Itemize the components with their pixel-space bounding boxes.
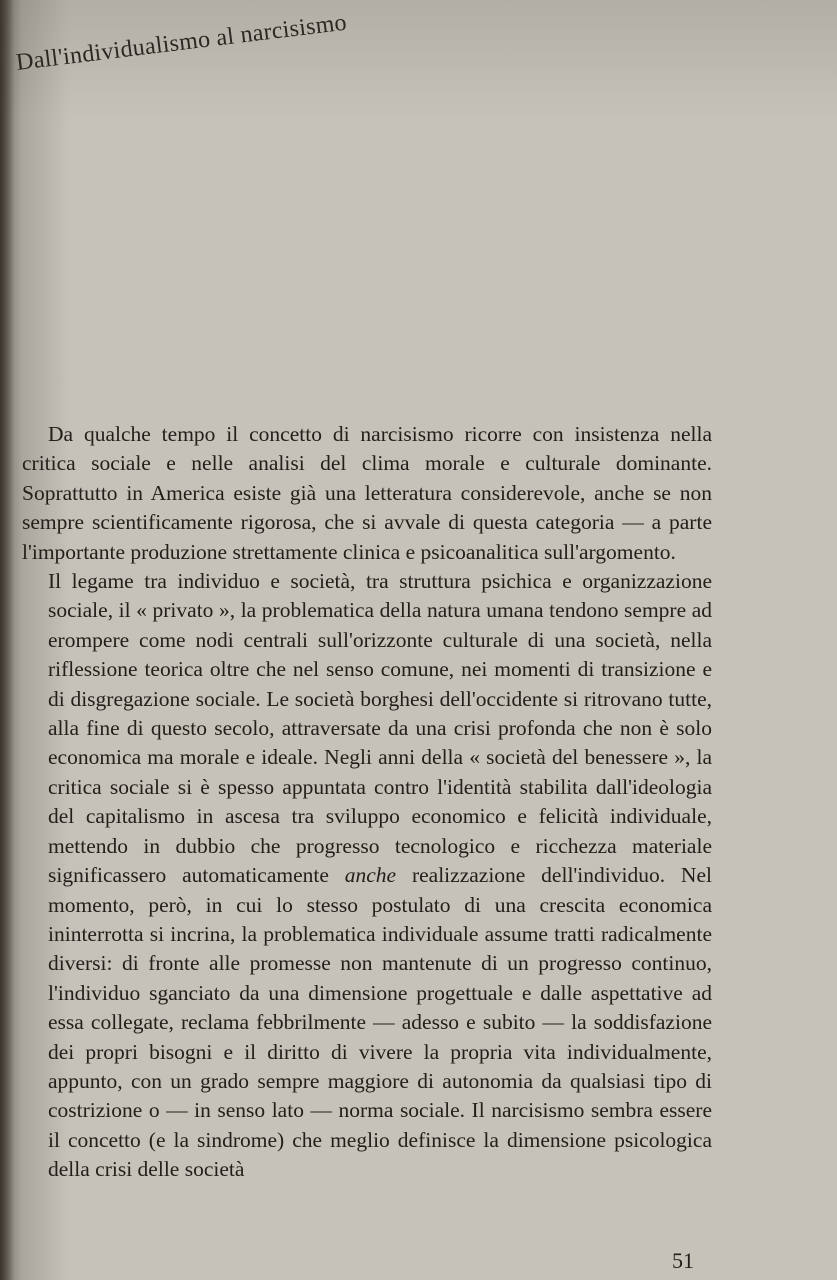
page-number: 51 — [672, 1248, 694, 1273]
paragraph-1: Da qualche tempo il concetto di narcisismo ricorre con insistenza nella critica sociale e nelle analisi del clima morale e culturale dominante. Soprattutto in America esiste già una letteratura considerevole, anche se non sempre scientificamente rigorosa, che si avvale di questa categoria — a parte l'importante produzione strettamente clinica e psicoanalitica sull'argomento. — [22, 422, 712, 564]
body-text — [22, 420, 712, 1185]
paragraph-2-text-b: realizzazione dell'individuo. Nel momento, però, in cui lo stesso postulato di una crescita economica ininterrotta si incrina, la problematica individuale assume tratti radicalmente diversi: di fronte alle promesse non mantenute di un progresso continuo, l'individuo sganciato da una dimensione progettuale e dalle aspettative ad essa collegate, reclama febbrilmente — adesso e subito — la soddisfazione dei propri bisogni e il diritto di vivere la propria vita individualmente, appunto, con un grado sempre maggiore di autonomia da qualsiasi tipo di costrizione o — in senso lato — norma sociale. Il narcisismo sembra essere il concetto (e la sindrome) che meglio definisce la dimensione psicologica della crisi delle società — [48, 863, 712, 1182]
emphasized-word: anche — [344, 863, 397, 888]
paragraph-2 — [22, 567, 712, 1185]
running-head: Dall'individualismo al narcisismo — [14, 9, 349, 77]
spine-shadow — [0, 0, 14, 1280]
paragraph-2-text-a: Il legame tra individuo e società, tra struttura psichica e organizzazione sociale, il « privato », la problematica della natura umana tendono sempre ad erompere come nodi centrali sull'orizzonte culturale di una società, nella riflessione teorica oltre che nel senso comune, nei momenti di transizione e di disgregazione sociale. Le società borghesi dell'occidente si ritrovano tutte, alla fine di questo secolo, attraversate da una crisi profonda che non è solo economica ma morale e ideale. Negli anni della « società del benessere », la critica sociale si è spesso appuntata contro l'identità stabilita dall'ideologia del capitalismo in ascesa tra sviluppo economico e felicità individuale, mettendo in dubbio che progresso tecnologico e ricchezza materiale significassero automaticamente — [48, 569, 712, 888]
